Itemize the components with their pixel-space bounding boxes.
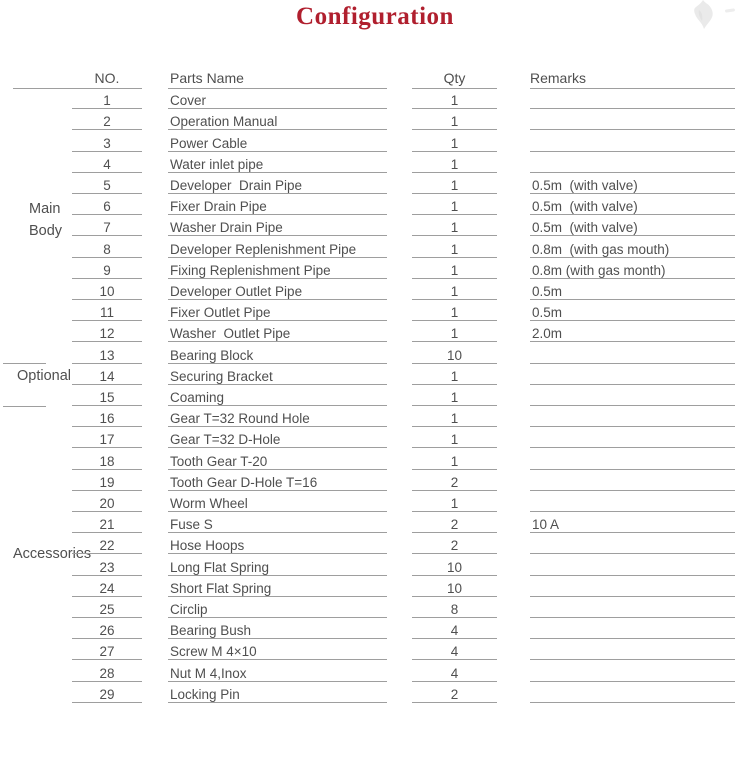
watermark-logo-fragment [683,0,733,34]
part-remarks-cell: 0.5m [530,279,735,300]
row-number-cell: 9 [72,258,142,279]
part-name-cell: Water inlet pipe [168,152,387,173]
part-name-cell: Fuse S [168,512,387,533]
part-name-cell: Power Cable [168,130,387,151]
part-name-cell: Fixing Replenishment Pipe [168,258,387,279]
part-name-cell: Locking Pin [168,682,387,703]
table-row [0,130,750,151]
part-name-cell: Operation Manual [168,109,387,130]
table-row [0,448,750,469]
table-row [0,639,750,660]
part-remarks-cell [530,597,735,618]
row-number-cell: 4 [72,152,142,173]
table-row [0,88,750,109]
row-number-cell: 16 [72,406,142,427]
part-name-cell: Developer Outlet Pipe [168,279,387,300]
part-remarks-cell: 0.5m (with valve) [530,215,735,236]
part-remarks-cell [530,130,735,151]
part-remarks-cell [530,109,735,130]
part-remarks-cell: 0.8m (with gas month) [530,258,735,279]
part-name-cell: Bearing Bush [168,618,387,639]
part-name-cell: Worm Wheel [168,491,387,512]
table-row [0,300,750,321]
part-qty-cell: 1 [412,448,497,469]
row-number-cell: 6 [72,194,142,215]
part-qty-cell: 1 [412,152,497,173]
part-qty-cell: 1 [412,279,497,300]
part-remarks-cell [530,427,735,448]
table-row [0,109,750,130]
table-row [0,215,750,236]
table-row [0,618,750,639]
part-name-cell: Fixer Drain Pipe [168,194,387,215]
table-row [0,279,750,300]
part-qty-cell: 4 [412,660,497,681]
row-number-cell: 21 [72,512,142,533]
column-header-qty: Qty [443,70,466,86]
part-name-cell: Fixer Outlet Pipe [168,300,387,321]
table-row [0,597,750,618]
row-number-cell: 24 [72,576,142,597]
part-remarks-cell [530,682,735,703]
table-row [0,342,750,363]
part-qty-cell: 1 [412,109,497,130]
part-remarks-cell: 2.0m [530,321,735,342]
part-name-cell: Securing Bracket [168,364,387,385]
group-label-optional: Optional [17,368,72,384]
part-remarks-cell: 0.5m (with valve) [530,173,735,194]
part-qty-cell: 4 [412,639,497,660]
row-number-cell: 11 [72,300,142,321]
part-remarks-cell [530,618,735,639]
table-row [0,152,750,173]
group-label-main-body-line1: Main [29,201,61,217]
part-name-cell: Tooth Gear T-20 [168,448,387,469]
table-row [0,427,750,448]
row-number-cell: 19 [72,470,142,491]
part-name-cell: Gear T=32 Round Hole [168,406,387,427]
part-remarks-cell [530,554,735,575]
part-qty-cell: 2 [412,470,497,491]
table-row [0,385,750,406]
part-qty-cell: 2 [412,512,497,533]
part-qty-cell: 1 [412,236,497,257]
row-number-cell: 28 [72,660,142,681]
part-qty-cell: 1 [412,258,497,279]
part-remarks-cell [530,448,735,469]
part-remarks-cell [530,576,735,597]
table-row [0,194,750,215]
part-remarks-cell [530,406,735,427]
row-number-cell: 5 [72,173,142,194]
row-number-cell: 7 [72,215,142,236]
part-qty-cell: 4 [412,618,497,639]
table-row [0,682,750,703]
table-row [0,236,750,257]
table-row [0,554,750,575]
part-remarks-cell [530,342,735,363]
table-row [0,576,750,597]
table-row [0,258,750,279]
part-qty-cell: 1 [412,130,497,151]
row-number-cell: 20 [72,491,142,512]
part-name-cell: Coaming [168,385,387,406]
row-number-cell: 26 [72,618,142,639]
part-name-cell: Circlip [168,597,387,618]
row-number-cell: 8 [72,236,142,257]
table-row [0,533,750,554]
group-label-main-body-line2: Body [29,223,63,239]
part-qty-cell: 10 [412,342,497,363]
part-qty-cell: 1 [412,88,497,109]
part-remarks-cell [530,491,735,512]
part-name-cell: Tooth Gear D-Hole T=16 [168,470,387,491]
part-remarks-cell: 10 A [530,512,735,533]
row-number-cell: 10 [72,279,142,300]
part-name-cell: Nut M 4,Inox [168,660,387,681]
row-number-cell: 17 [72,427,142,448]
column-header-no: NO. [94,70,120,86]
part-qty-cell: 1 [412,406,497,427]
table-row [0,406,750,427]
part-remarks-cell [530,470,735,491]
part-name-cell: Developer Drain Pipe [168,173,387,194]
part-name-cell: Gear T=32 D-Hole [168,427,387,448]
row-number-cell: 23 [72,554,142,575]
row-number-cell: 27 [72,639,142,660]
page-title: Configuration [296,3,454,30]
part-remarks-cell [530,533,735,554]
part-name-cell: Screw M 4×10 [168,639,387,660]
part-name-cell: Washer Drain Pipe [168,215,387,236]
part-qty-cell: 1 [412,364,497,385]
row-number-cell: 18 [72,448,142,469]
part-remarks-cell [530,639,735,660]
part-qty-cell: 1 [412,385,497,406]
row-number-cell: 14 [72,364,142,385]
column-header-parts-name: Parts Name [170,70,244,86]
table-row [0,173,750,194]
part-remarks-cell: 0.5m [530,300,735,321]
part-remarks-cell [530,660,735,681]
part-qty-cell: 8 [412,597,497,618]
part-name-cell: Hose Hoops [168,533,387,554]
row-number-cell: 2 [72,109,142,130]
table-row [0,321,750,342]
part-qty-cell: 1 [412,300,497,321]
part-name-cell: Long Flat Spring [168,554,387,575]
row-number-cell: 3 [72,130,142,151]
row-number-cell: 1 [72,88,142,109]
part-qty-cell: 2 [412,682,497,703]
part-name-cell: Bearing Block [168,342,387,363]
row-number-cell: 13 [72,342,142,363]
part-qty-cell: 1 [412,427,497,448]
row-number-cell: 22 [72,533,142,554]
row-number-cell: 15 [72,385,142,406]
part-qty-cell: 10 [412,576,497,597]
part-name-cell: Washer Outlet Pipe [168,321,387,342]
part-remarks-cell [530,385,735,406]
part-remarks-cell: 0.8m (with gas mouth) [530,236,735,257]
part-name-cell: Developer Replenishment Pipe [168,236,387,257]
part-name-cell: Short Flat Spring [168,576,387,597]
row-number-cell: 25 [72,597,142,618]
table-row [0,660,750,681]
table-row [0,470,750,491]
part-name-cell: Cover [168,88,387,109]
group-label-accessories: Accessories [13,546,92,562]
part-remarks-cell [530,364,735,385]
part-remarks-cell: 0.5m (with valve) [530,194,735,215]
part-qty-cell: 2 [412,533,497,554]
part-remarks-cell [530,88,735,109]
column-header-remarks: Remarks [530,70,587,86]
row-number-cell: 29 [72,682,142,703]
table-row [0,491,750,512]
row-number-cell: 12 [72,321,142,342]
part-qty-cell: 1 [412,321,497,342]
part-qty-cell: 1 [412,173,497,194]
table-row [0,512,750,533]
part-qty-cell: 10 [412,554,497,575]
part-qty-cell: 1 [412,194,497,215]
part-qty-cell: 1 [412,491,497,512]
table-row [0,364,750,385]
part-qty-cell: 1 [412,215,497,236]
part-remarks-cell [530,152,735,173]
